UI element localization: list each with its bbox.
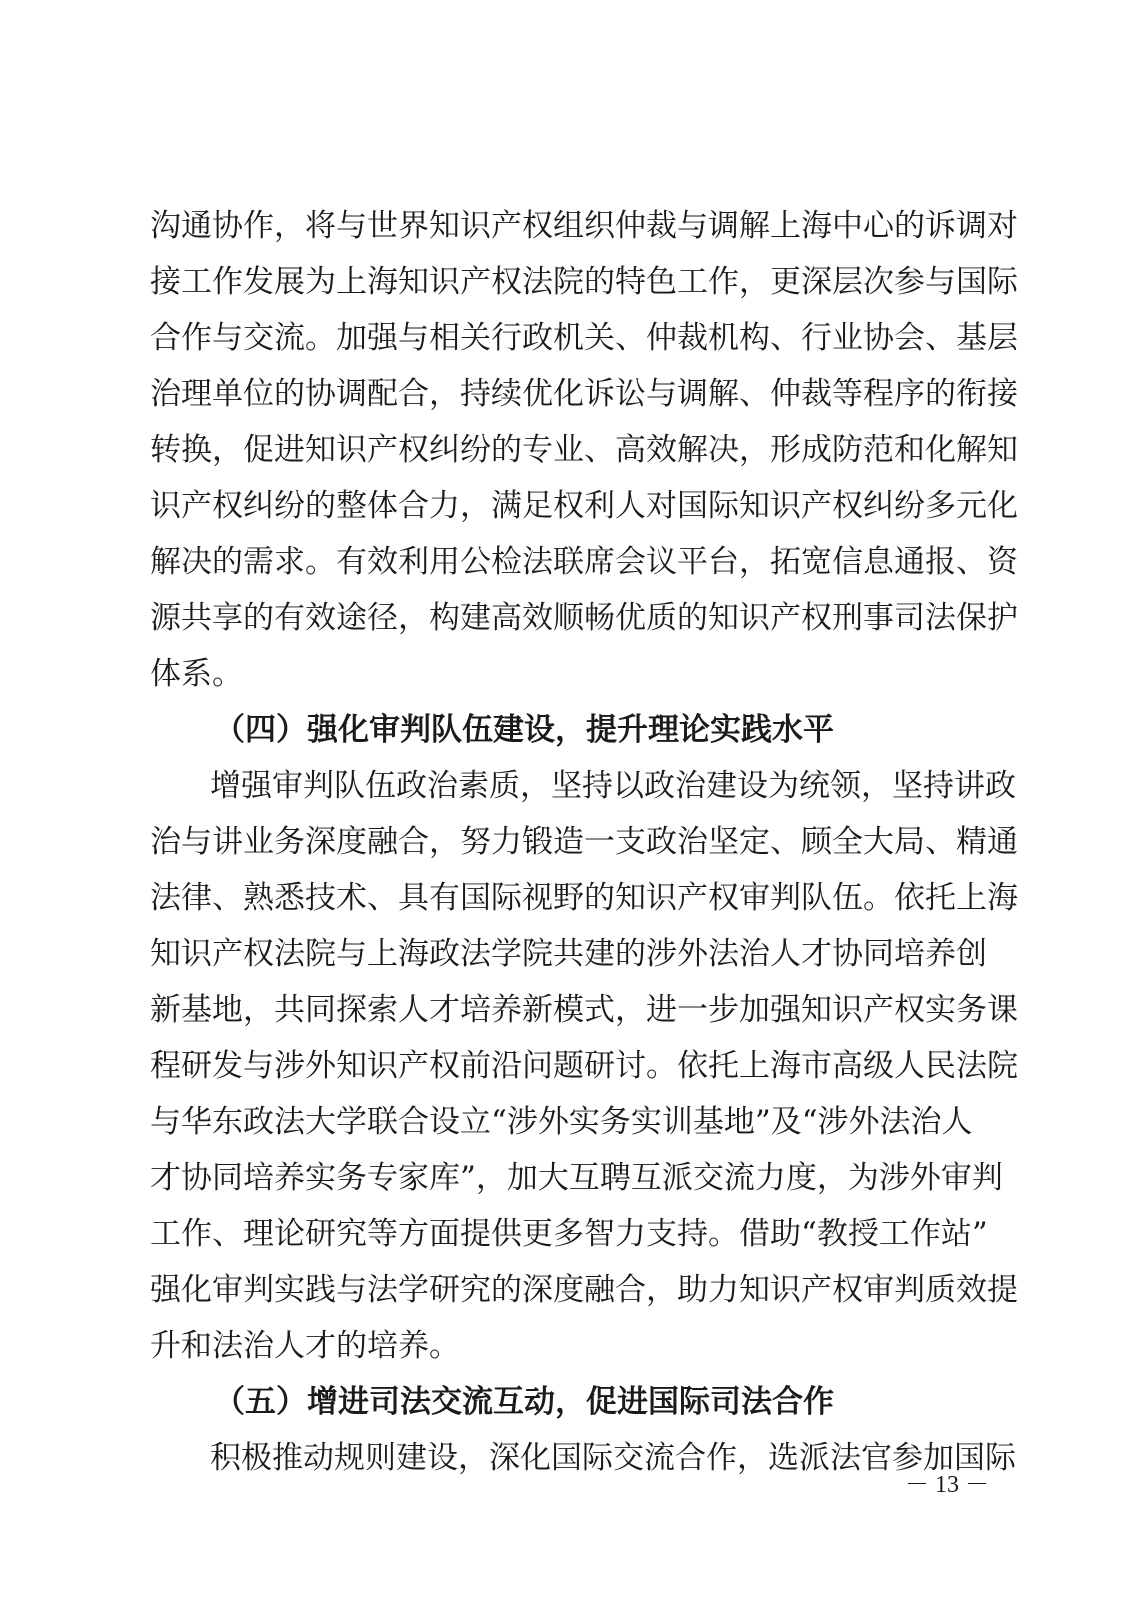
- paragraph-line: 识产权纠纷的整体合力，满足权利人对国际知识产权纠纷多元化: [150, 488, 1018, 524]
- paragraph-line: 源共享的有效途径，构建高效顺畅优质的知识产权刑事司法保护: [150, 600, 1018, 636]
- paragraph-line: 工作、理论研究等方面提供更多智力支持。借助“教授工作站”: [150, 1216, 988, 1252]
- paragraph-line: 体系。: [150, 656, 243, 692]
- paragraph-line: 知识产权法院与上海政法学院共建的涉外法治人才协同培养创: [150, 936, 987, 972]
- paragraph-line: 强化审判实践与法学研究的深度融合，助力知识产权审判质效提: [150, 1272, 1018, 1308]
- paragraph-line: 沟通协作，将与世界知识产权组织仲裁与调解上海中心的诉调对: [150, 208, 1018, 244]
- paragraph-line: 升和法治人才的培养。: [150, 1328, 460, 1364]
- paragraph-line: 才协同培养实务专家库”，加大互聘互派交流力度，为涉外审判: [150, 1160, 1003, 1196]
- section-heading: （五）增进司法交流互动，促进国际司法合作: [214, 1384, 834, 1420]
- paragraph-line: 法律、熟悉技术、具有国际视野的知识产权审判队伍。依托上海: [150, 880, 1018, 916]
- section-heading: （四）强化审判队伍建设，提升理论实践水平: [214, 712, 834, 748]
- paragraph-line: 积极推动规则建设，深化国际交流合作，选派法官参加国际: [210, 1440, 1016, 1476]
- paragraph-line: 治与讲业务深度融合，努力锻造一支政治坚定、顾全大局、精通: [150, 824, 1018, 860]
- paragraph-line: 程研发与涉外知识产权前沿问题研讨。依托上海市高级人民法院: [150, 1048, 1018, 1084]
- paragraph-line: 与华东政法大学联合设立“涉外实务实训基地”及“涉外法治人: [150, 1104, 973, 1140]
- paragraph-line: 合作与交流。加强与相关行政机关、仲裁机构、行业协会、基层: [150, 320, 1018, 356]
- paragraph-line: 转换，促进知识产权纠纷的专业、高效解决，形成防范和化解知: [150, 432, 1018, 468]
- page-number: － 13 －: [905, 1472, 989, 1498]
- paragraph-line: 接工作发展为上海知识产权法院的特色工作，更深层次参与国际: [150, 264, 1018, 300]
- paragraph-line: 增强审判队伍政治素质，坚持以政治建设为统领，坚持讲政: [210, 768, 1016, 804]
- paragraph-line: 治理单位的协调配合，持续优化诉讼与调解、仲裁等程序的衔接: [150, 376, 1018, 412]
- paragraph-line: 解决的需求。有效利用公检法联席会议平台，拓宽信息通报、资: [150, 544, 1018, 580]
- paragraph-line: 新基地，共同探索人才培养新模式，进一步加强知识产权实务课: [150, 992, 1018, 1028]
